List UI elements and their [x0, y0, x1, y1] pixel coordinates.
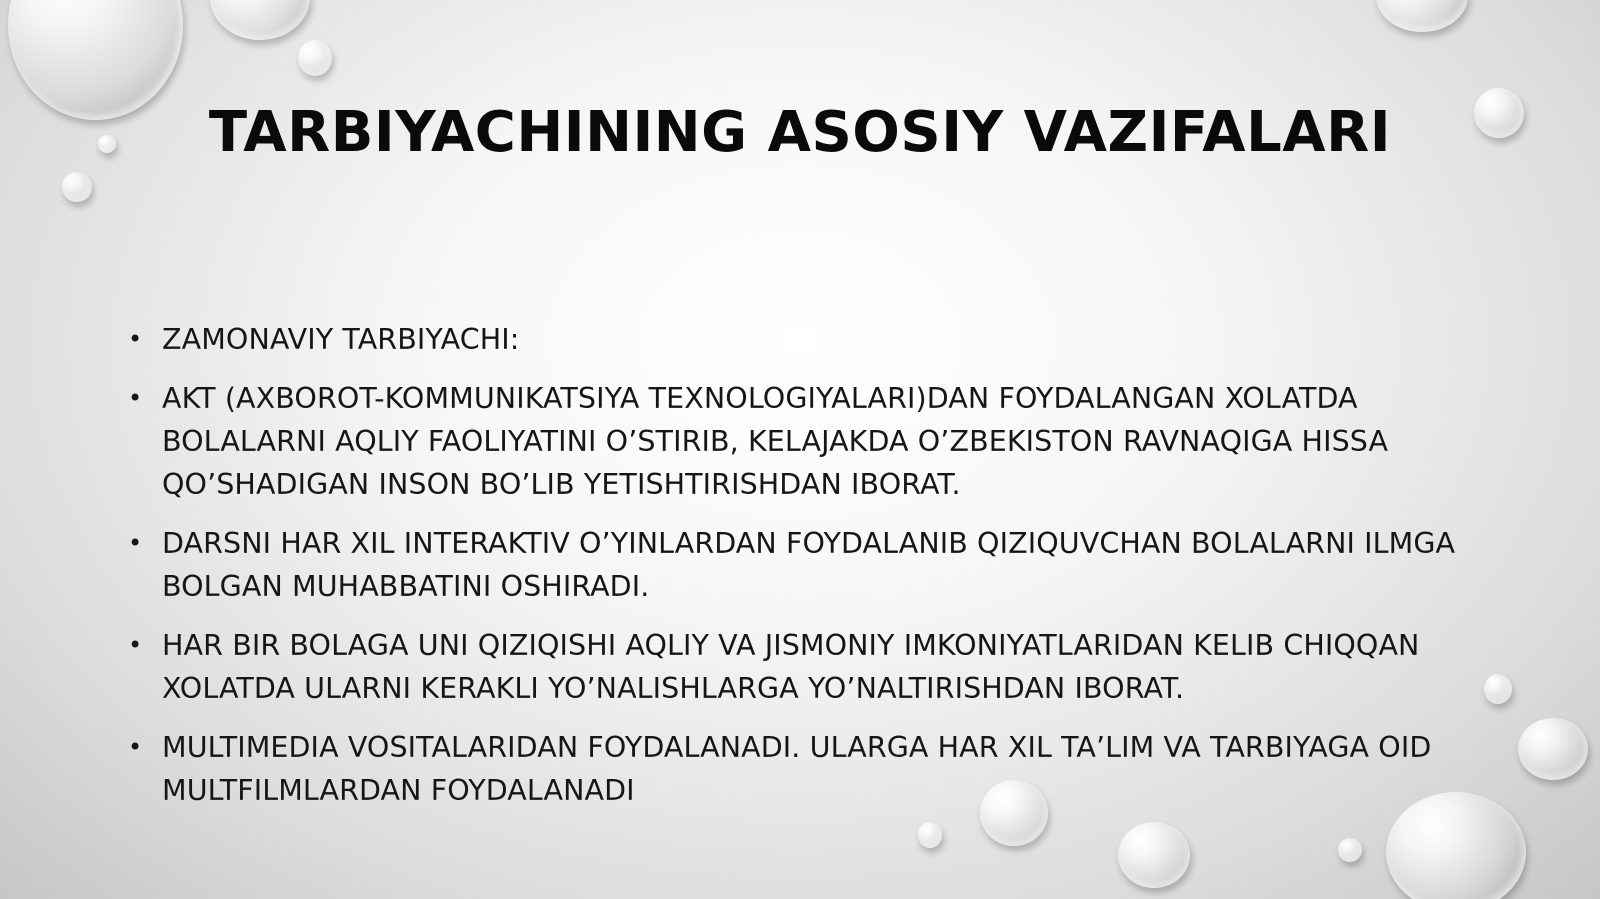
list-item: [126, 624, 1466, 710]
water-drop-decoration: [1338, 838, 1362, 862]
list-item: [126, 522, 1466, 608]
water-drop-decoration: [1518, 718, 1588, 780]
list-item: [126, 377, 1466, 506]
bullet-list: [126, 318, 1466, 828]
list-item-text: DARSNI HAR XIL INTERAKTIV O’YINLARDAN FOYDALANIB QIZIQUVCHAN BOLALARNI ILMGA BOLGAN MUHABBATINI OSHIRADI.: [162, 527, 1456, 603]
list-item: [126, 726, 1466, 812]
list-item-text: AKT (AXBOROT-KOMMUNIKATSIYA TEXNOLOGIYALARI)DAN FOYDALANGAN XOLATDA BOLALARNI AQLIY FAOLIYATINI O’STIRIB, KELAJAKDA O’ZBEKISTON RAVNAQIGA HISSA QO’SHADIGAN INSON BO’LIB YETISHTIRISHDAN IBORAT.: [162, 382, 1389, 501]
water-drop-decoration: [210, 0, 310, 40]
bullet-dot-icon: •: [128, 631, 143, 659]
list-item-text: MULTIMEDIA VOSITALARIDAN FOYDALANADI. ULARGA HAR XIL TA’LIM VA TARBIYAGA OID MULTFILMLARDAN FOYDALANADI: [162, 731, 1432, 807]
water-drop-decoration: [1118, 822, 1190, 888]
bullet-dot-icon: •: [128, 384, 143, 412]
bullet-dot-icon: •: [128, 733, 143, 761]
water-drop-decoration: [1376, 0, 1468, 32]
water-drop-decoration: [1484, 674, 1512, 704]
bullet-dot-icon: •: [128, 529, 143, 557]
list-item: [126, 318, 1466, 361]
slide-title: TARBIYACHINING ASOSIY VAZIFALARI: [208, 100, 1392, 165]
bullet-dot-icon: •: [128, 325, 143, 353]
water-drop-decoration: [298, 40, 332, 76]
water-drop-decoration: [62, 172, 92, 202]
list-item-text: HAR BIR BOLAGA UNI QIZIQISHI AQLIY VA JISMONIY IMKONIYATLARIDAN KELIB CHIQQAN XOLATDA ULARNI KERAKLI YO’NALISHLARGA YO’NALTIRISHDAN IBORAT.: [162, 629, 1420, 705]
list-item-text: ZAMONAVIY TARBIYACHI:: [162, 323, 520, 356]
